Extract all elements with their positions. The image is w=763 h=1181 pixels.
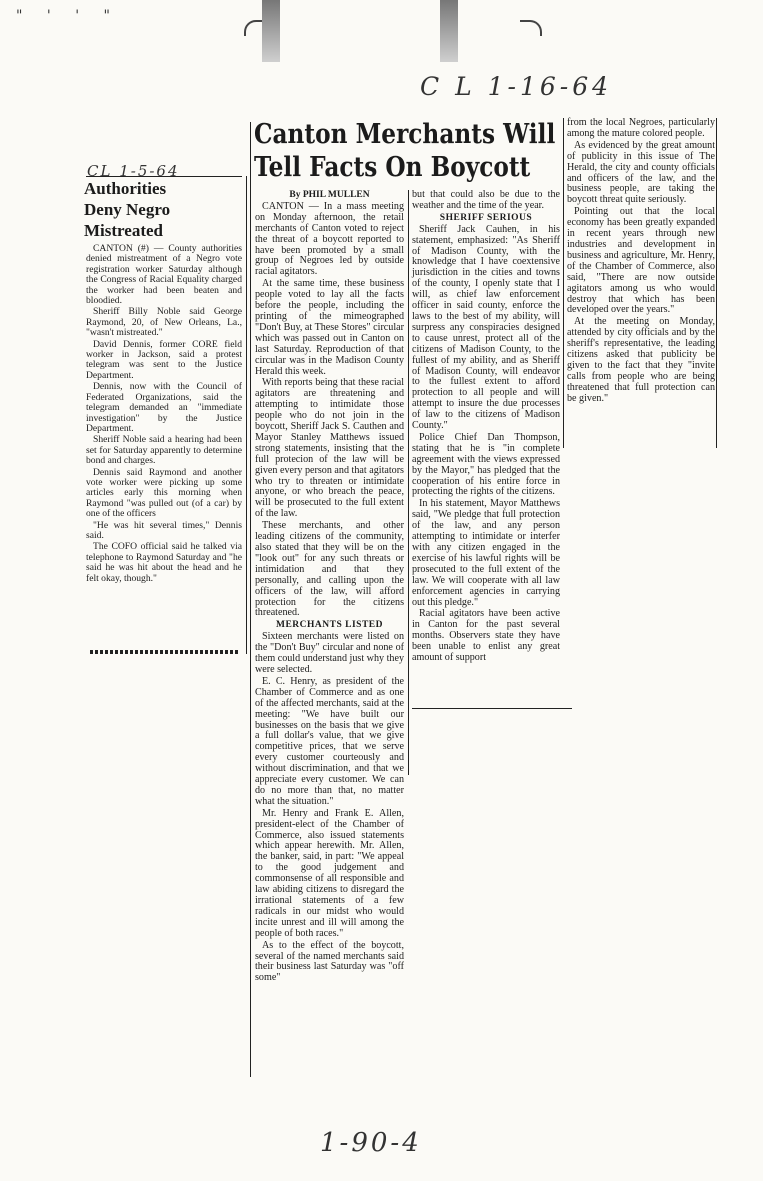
main-paragraph: Racial agitators have been active in Canton for the past several months. Observers state they have been unable to enlist any great amount of support	[412, 608, 560, 664]
top-date-stamp: C L 1-16-64	[420, 72, 613, 101]
binder-hook-right	[520, 20, 542, 36]
left-paragraph: The COFO official said he talked via telephone to Raymond Saturday and "he said he was hit about the head and he felt okay, though."	[86, 541, 242, 584]
main-paragraph: With reports being that these racial agitators are threatening and attempting to intimidate those people who do not join in the boycott, Sheriff Jack S. Cauthen and Mayor Stanley Matthews issued strong statements, insisting that the full protecion of the law will be given every person and that agitators who try to threaten or intimidate anyone, or who breach the peace, will be prosecuted to the full extent of the law.	[255, 377, 404, 520]
main-paragraph: As to the effect of the boycott, several of the named merchants said their business last Saturday was "off some"	[255, 939, 404, 984]
left-paragraph: Dennis, now with the Council of Federated Organizations, said the telegram demanded an "immediate investigation" by the Justice Department.	[86, 381, 242, 434]
column-2-end-rule	[412, 708, 572, 709]
main-paragraph: Police Chief Dan Thompson, stating that he is "in complete agreement with the views expressed by the Mayor," has pledged that the cooperation of his entire force in protecting the rights of the citizens.	[412, 431, 560, 498]
bottom-number-stamp: 1-90-4	[320, 1128, 422, 1158]
main-column-3	[567, 118, 715, 406]
left-headline	[84, 178, 244, 241]
main-article-left-border	[250, 122, 251, 1077]
left-headline-line-1: Authorities	[84, 179, 167, 198]
left-paragraph: Dennis said Raymond and another vote worker were picking up some articles early this morning when Raymond "was pulled out (of a car) by one of the officers	[86, 466, 242, 520]
main-paragraph: At the meeting on Monday, attended by city officials and by the sheriff's representative, the leading citizens asked that publicity be given to the fact that they "invite calls from people who are being threatened that full protection can be given."	[567, 316, 715, 404]
corner-marks: " ' ' "	[16, 8, 120, 24]
left-paragraph: Sheriff Noble said a hearing had been set for Saturday apparently to determine bond and charges.	[86, 434, 242, 467]
main-paragraph: but that could also be due to the weather and the time of the year.	[412, 189, 560, 211]
left-paragraph: David Dennis, former CORE field worker in Jackson, said a protest telegram was sent to the Justice Department.	[86, 338, 242, 381]
main-paragraph: CANTON — In a mass meeting on Monday afternoon, the retail merchants of Canton voted to reject the threat of a boycott reported to have been promoted by a small group of Negroes led by outside racial agitators.	[255, 200, 404, 278]
left-paragraph: Sheriff Billy Noble said George Raymond, 20, of New Orleans, La., "wasn't mistreated."	[86, 306, 242, 339]
left-article-body	[86, 244, 242, 585]
left-paragraph: CANTON (#) — County authorities denied mistreatment of a Negro vote registration worker Saturday although the Congress of Racial Equality charged the worker had been beaten and bloodied.	[86, 243, 242, 307]
main-paragraph: As evidenced by the great amount of publicity in this issue of The Herald, the city and county officials and officers of the law, and the business people, are taking the boycott threat quite seriously.	[567, 139, 715, 206]
main-paragraph: In his statement, Mayor Matthews said, "We pledge that full protection of the law, and any person attempting to intimidate or interfer with any citizen engaged in the exercise of his lawful rights will be prosecuted to the full extent of the law. We will cooperate with all law enforcement agencies in carrying out this pledge."	[412, 498, 560, 608]
punch-hole-right	[440, 0, 458, 62]
main-column-2	[412, 190, 560, 665]
left-paragraph: "He was hit several times," Dennis said.	[86, 519, 242, 541]
main-paragraph: At the same time, these business people voted to lay all the facts before the people, including the printing of the mimeographed "Don't Buy, at These Stores" circular which was passed out in Canton on last Saturday. Reproduction of that circular was in the Madison County Herald this week.	[255, 278, 404, 377]
main-paragraph: These merchants, and other leading citizens of the community, also stated that they will be on the "look out" for any such threats or intimidation and that they personally, and calling upon the officers of the law, will afford protection for the citizens threatened.	[255, 520, 404, 619]
main-headline	[254, 118, 554, 184]
column-3-right-border	[716, 118, 717, 448]
byline: By PHIL MULLEN	[289, 190, 370, 200]
column-divider-2	[563, 118, 564, 448]
column-divider-1	[408, 190, 409, 775]
main-paragraph: Sixteen merchants were listed on the "Don't Buy" circular and none of them could understand just why they were selected.	[255, 631, 404, 675]
main-headline-line-2: Tell Facts On Boycott	[254, 152, 531, 183]
main-paragraph: Mr. Henry and Frank E. Allen, president-elect of the Chamber of Commerce, also issued statements which appear herewith. Mr. Allen, the banker, said, in part: "We appeal to the good judgement and commonsense of all responsible and law abiding citizens to disregard the irrational statements of a few radicals in our midst who would incite unrest and ill will among the people of both races."	[255, 807, 404, 939]
left-article-top-rule	[86, 176, 242, 177]
left-article-end-rule	[90, 650, 240, 654]
left-headline-line-3: Mistreated	[84, 221, 163, 240]
left-article-border	[246, 176, 247, 654]
main-paragraph: from the local Negroes, particularly among the mature colored people.	[567, 117, 715, 139]
subhead-merchants-listed: MERCHANTS LISTED	[276, 620, 383, 631]
left-headline-line-2: Deny Negro	[84, 200, 171, 219]
main-paragraph: E. C. Henry, as president of the Chamber of Commerce and as one of the affected merchants, said at the meeting: "We have built our businesses on the basis that we give a full dollar's value, that we give competitive prices, that we serve every customer courteously and without discrimination, and that we appreciate every customer. We can do no more than that, no matter what the situation."	[255, 675, 404, 807]
main-headline-line-1: Canton Merchants Will	[254, 119, 556, 150]
main-paragraph: Pointing out that the local economy has been greatly expanded in recent years through new industries and development in business and agriculture, Mr. Henry, of the Chamber of Commerce, also said, "There are now outside agitators among us who would destroy that which has been developed over the years."	[567, 206, 715, 316]
main-column-1	[255, 190, 404, 985]
left-date-stamp: CL 1-5-64	[87, 162, 180, 180]
subhead-sheriff-serious: SHERIFF SERIOUS	[439, 212, 533, 223]
punch-hole-left	[262, 0, 280, 62]
main-paragraph: Sheriff Jack Cauhen, in his statement, emphasized: "As Sheriff of Madison County, with the knowledge that I have coextensive jurisdiction in the cities and towns of the county, I openly state that I will, as chief law enforcement officer in said county, enforce the laws to the best of my ability, will surpress any conspiracies designed to cause unrest, protect all of the citizens of Madison County, to the fullest of my ability, and as Sheriff of Madison County, will endeavor to the fullest extent to afford protection to all people and will attempt to insure the due processes of law to the citizens of Madison County."	[412, 223, 560, 432]
